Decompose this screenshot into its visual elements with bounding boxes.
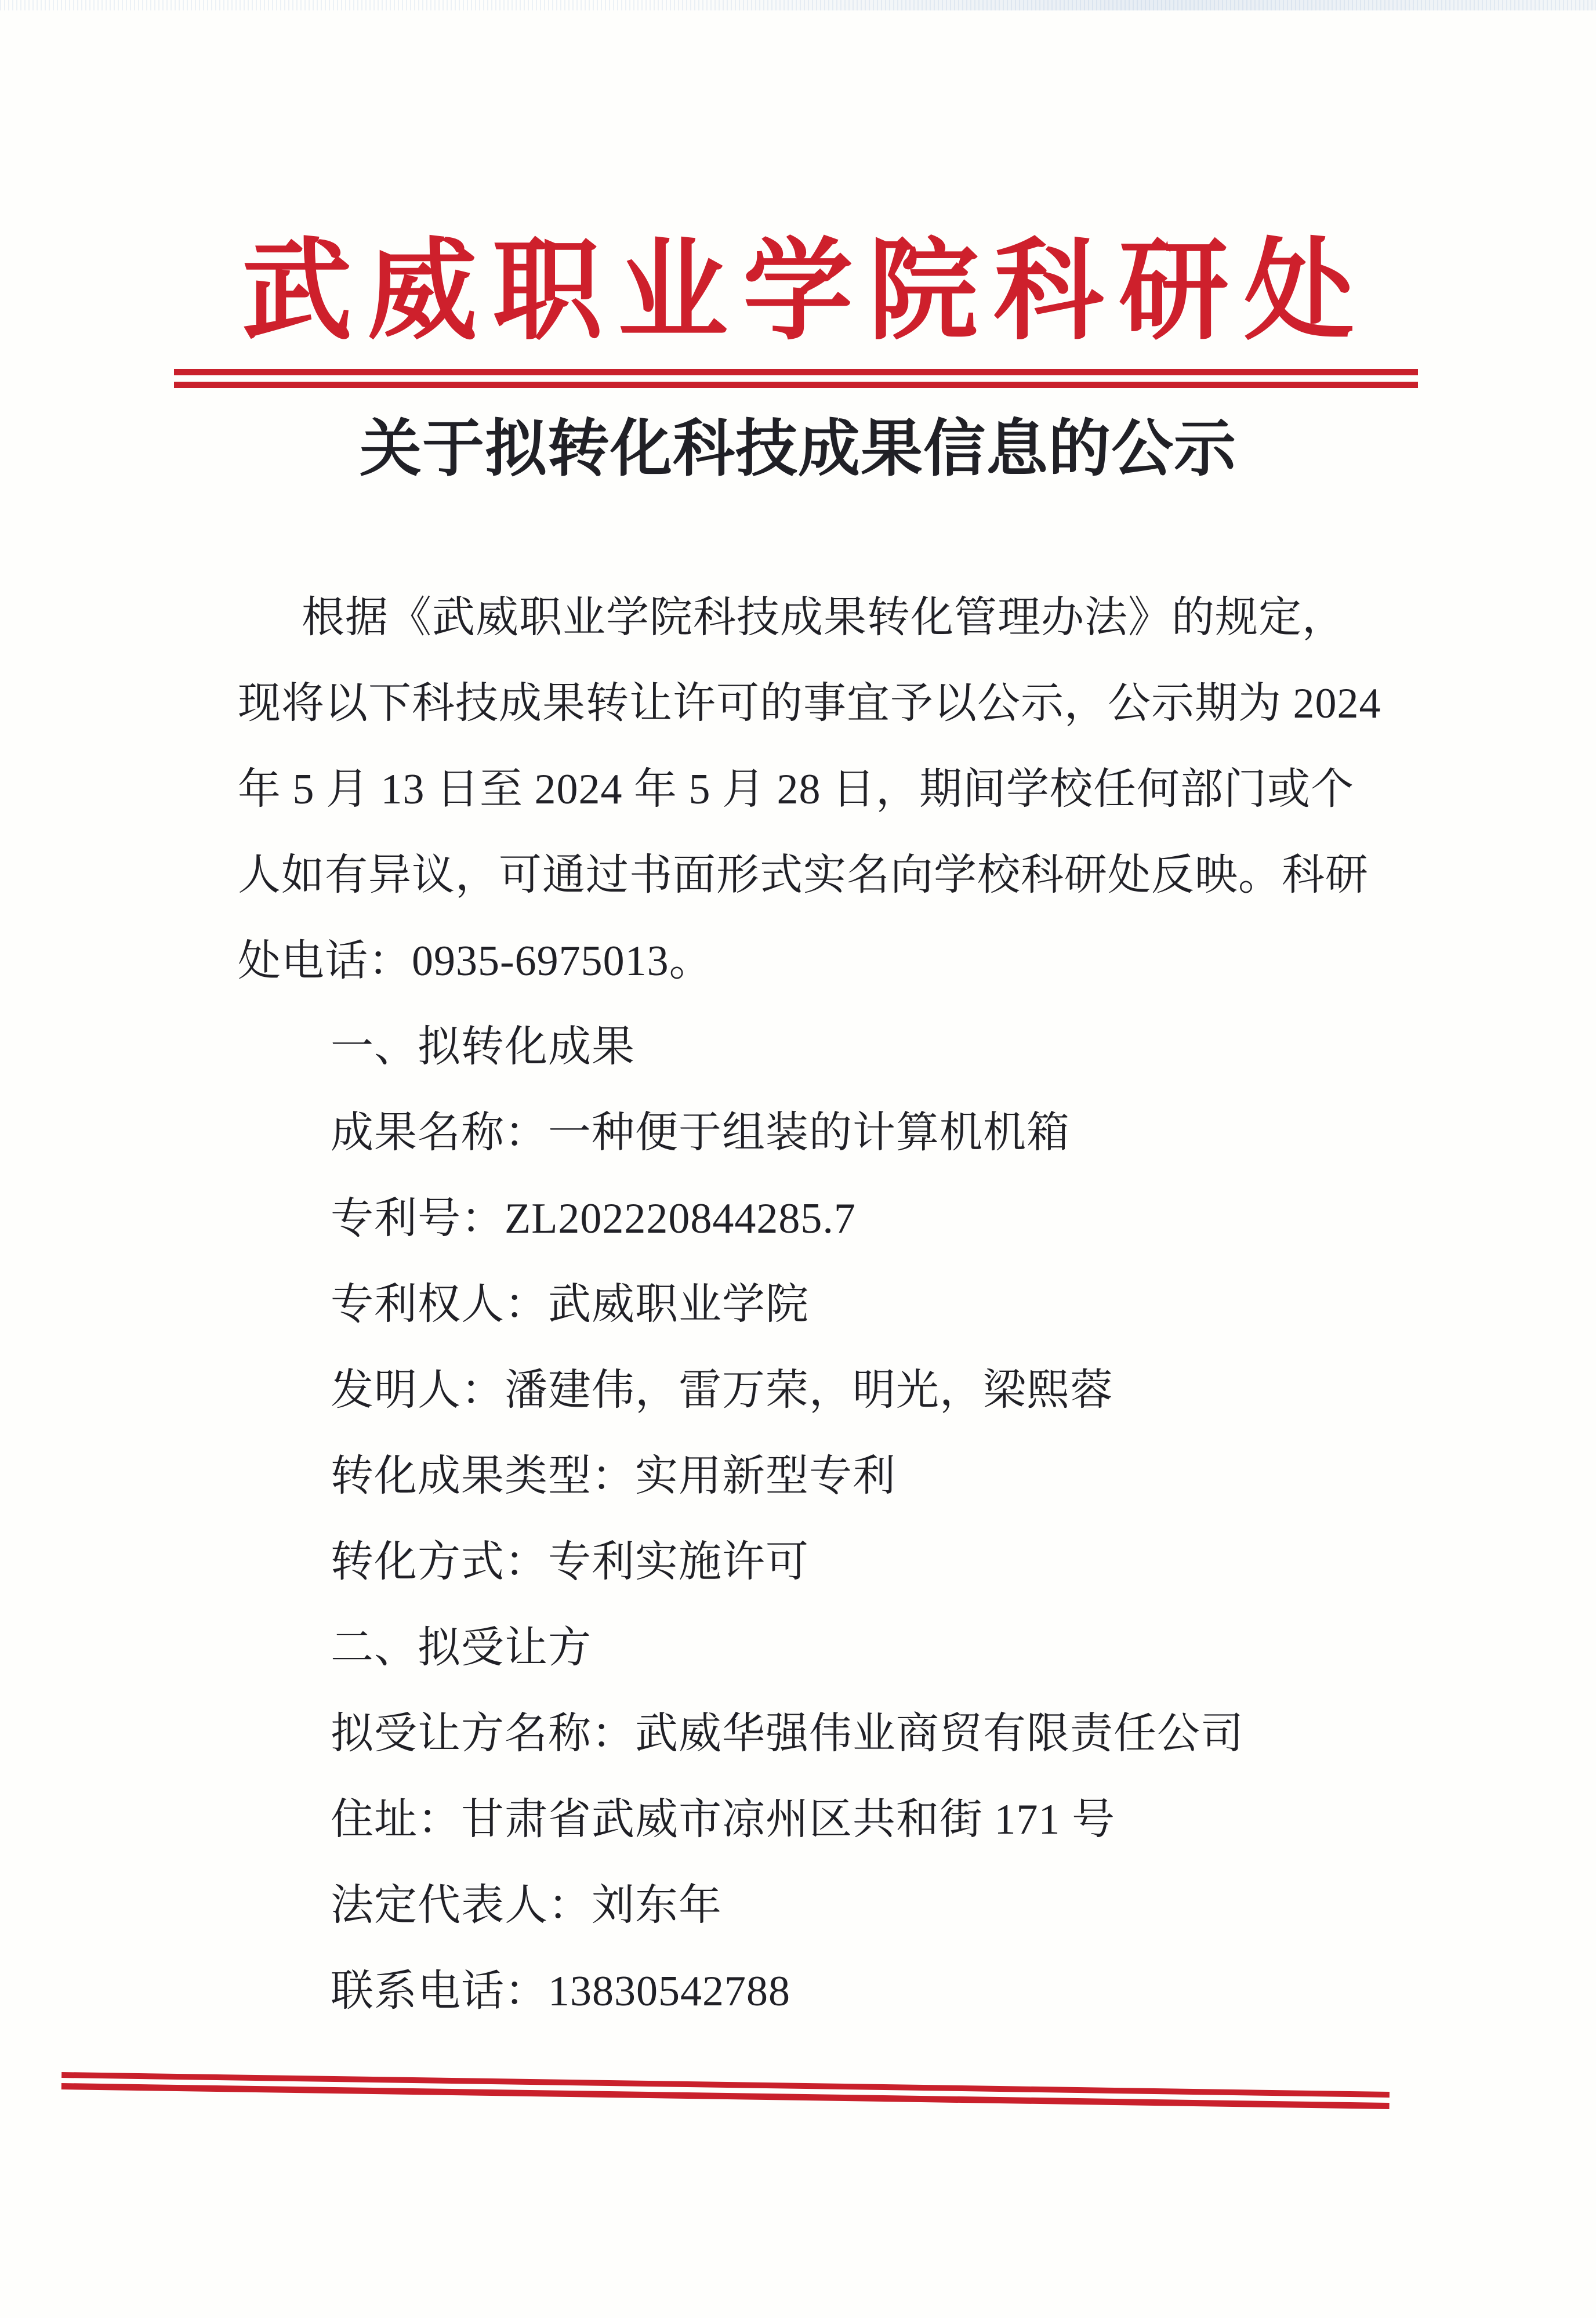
document-title: 关于拟转化科技成果信息的公示 [359, 415, 1236, 484]
intro-line: 人如有异议，可通过书面形式实名向学校科研处反映。科研 [238, 852, 1369, 899]
section-2-item: 住址：甘肃省武威市凉州区共和街 171 号 [331, 1796, 1115, 1843]
section-1-item: 发明人：潘建伟，雷万荣，明光，梁熙蓉 [331, 1367, 1113, 1414]
intro-line: 现将以下科技成果转让许可的事宜予以公示，公示期为 2024 [238, 680, 1381, 727]
section-1-item: 专利权人：武威职业学院 [331, 1281, 809, 1328]
intro-line: 处电话：0935-6975013。 [238, 937, 713, 985]
section-2-item: 联系电话：13830542788 [331, 1968, 790, 2015]
section-1-item: 转化方式：专利实施许可 [331, 1538, 809, 1586]
intro-line: 根据《武威职业学院科技成果转化管理办法》的规定， [302, 594, 1345, 642]
org-title: 武威职业学院科研处 [241, 231, 1369, 353]
header-double-rule [174, 369, 1418, 388]
section-2-item: 拟受让方名称：武威华强伟业商贸有限责任公司 [331, 1710, 1244, 1758]
section-1-heading: 一、拟转化成果 [331, 1023, 635, 1071]
section-1-item: 成果名称：一种便于组装的计算机机箱 [331, 1109, 1070, 1157]
section-1-item: 转化成果类型：实用新型专利 [331, 1453, 896, 1500]
section-2-item: 法定代表人：刘东年 [331, 1882, 722, 1929]
intro-line: 年 5 月 13 日至 2024 年 5 月 28 日，期间学校任何部门或个 [238, 766, 1354, 813]
scan-noise-edge [0, 0, 1596, 10]
document-body [238, 575, 1427, 2034]
section-1-item: 专利号：ZL202220844285.7 [331, 1195, 856, 1243]
footer-double-rule [61, 2072, 1390, 2109]
section-2-heading: 二、拟受让方 [331, 1624, 592, 1672]
